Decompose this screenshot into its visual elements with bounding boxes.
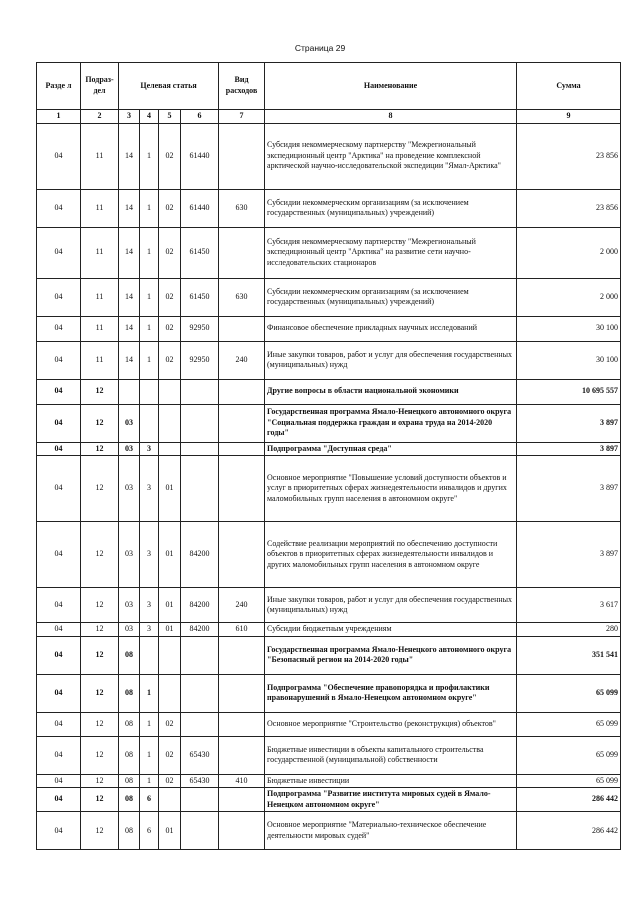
code-cell-4: 1 xyxy=(140,774,159,788)
code-cell-4 xyxy=(140,404,159,442)
code-cell-7 xyxy=(219,812,265,850)
code-cell-7 xyxy=(219,316,265,341)
sum-cell: 10 695 557 xyxy=(517,379,621,404)
code-cell-1: 04 xyxy=(37,341,81,379)
column-number: 6 xyxy=(181,110,219,124)
code-cell-3: 03 xyxy=(119,404,140,442)
code-cell-3: 03 xyxy=(119,623,140,637)
code-cell-4: 1 xyxy=(140,278,159,316)
code-cell-3: 08 xyxy=(119,736,140,774)
code-cell-3: 14 xyxy=(119,316,140,341)
code-cell-6 xyxy=(181,404,219,442)
code-cell-5 xyxy=(159,788,181,812)
sum-cell: 3 897 xyxy=(517,442,621,456)
code-cell-1: 04 xyxy=(37,636,81,674)
code-cell-1: 04 xyxy=(37,316,81,341)
sum-cell: 2 000 xyxy=(517,278,621,316)
table-row xyxy=(37,636,621,674)
code-cell-7 xyxy=(219,227,265,278)
code-cell-7 xyxy=(219,674,265,712)
code-cell-2: 11 xyxy=(81,189,119,227)
sum-cell: 3 897 xyxy=(517,404,621,442)
code-cell-3: 03 xyxy=(119,522,140,588)
code-cell-5: 02 xyxy=(159,736,181,774)
name-cell: Субсидии некоммерческим организациям (за исключением государственных (муниципальных) учреждений) xyxy=(265,278,517,316)
code-cell-7 xyxy=(219,712,265,736)
table-row xyxy=(37,736,621,774)
code-cell-1: 04 xyxy=(37,712,81,736)
code-cell-3: 03 xyxy=(119,456,140,522)
name-cell: Финансовое обеспечение прикладных научных исследований xyxy=(265,316,517,341)
table-header-row xyxy=(37,63,621,110)
name-cell: Иные закупки товаров, работ и услуг для обеспечения государственных (муниципальных) нужд xyxy=(265,341,517,379)
table-row xyxy=(37,278,621,316)
code-cell-3: 08 xyxy=(119,636,140,674)
header-razdel: Разде л xyxy=(37,63,81,110)
table-row xyxy=(37,712,621,736)
code-cell-5: 02 xyxy=(159,316,181,341)
code-cell-4: 1 xyxy=(140,341,159,379)
table-row xyxy=(37,623,621,637)
code-cell-1: 04 xyxy=(37,736,81,774)
code-cell-6: 84200 xyxy=(181,588,219,623)
code-cell-1: 04 xyxy=(37,189,81,227)
code-cell-7 xyxy=(219,404,265,442)
table-row xyxy=(37,588,621,623)
table-row xyxy=(37,341,621,379)
code-cell-6: 92950 xyxy=(181,316,219,341)
code-cell-4 xyxy=(140,379,159,404)
code-cell-7 xyxy=(219,736,265,774)
code-cell-5: 01 xyxy=(159,812,181,850)
code-cell-3 xyxy=(119,379,140,404)
code-cell-1: 04 xyxy=(37,788,81,812)
sum-cell: 3 617 xyxy=(517,588,621,623)
code-cell-3: 08 xyxy=(119,712,140,736)
table-row xyxy=(37,316,621,341)
name-cell: Государственная программа Ямало-Ненецкого автономного округа "Безопасный регион на 2014-2020 годы" xyxy=(265,636,517,674)
sum-cell: 286 442 xyxy=(517,812,621,850)
code-cell-5: 02 xyxy=(159,774,181,788)
table-row xyxy=(37,379,621,404)
code-cell-6 xyxy=(181,712,219,736)
code-cell-6: 61440 xyxy=(181,189,219,227)
code-cell-3: 08 xyxy=(119,674,140,712)
code-cell-2: 12 xyxy=(81,712,119,736)
column-number: 4 xyxy=(140,110,159,124)
code-cell-3: 03 xyxy=(119,442,140,456)
sum-cell: 65 099 xyxy=(517,736,621,774)
code-cell-5 xyxy=(159,636,181,674)
header-podrazdel: Подраз- дел xyxy=(81,63,119,110)
column-number: 3 xyxy=(119,110,140,124)
code-cell-2: 12 xyxy=(81,588,119,623)
table-row xyxy=(37,774,621,788)
code-cell-3: 14 xyxy=(119,278,140,316)
code-cell-7: 240 xyxy=(219,341,265,379)
code-cell-3: 08 xyxy=(119,774,140,788)
code-cell-3: 08 xyxy=(119,812,140,850)
sum-cell: 65 099 xyxy=(517,712,621,736)
column-number: 5 xyxy=(159,110,181,124)
table-row xyxy=(37,456,621,522)
code-cell-5: 01 xyxy=(159,456,181,522)
code-cell-4: 3 xyxy=(140,588,159,623)
table-row xyxy=(37,227,621,278)
column-number: 8 xyxy=(265,110,517,124)
sum-cell: 23 856 xyxy=(517,123,621,189)
code-cell-4: 1 xyxy=(140,736,159,774)
sum-cell: 2 000 xyxy=(517,227,621,278)
code-cell-4: 1 xyxy=(140,712,159,736)
name-cell: Содействие реализации мероприятий по обеспечению доступности объектов в приоритетных сферах жизнедеятельности инвалидов и других маломобильных групп населения в автономном округе xyxy=(265,522,517,588)
code-cell-5: 02 xyxy=(159,189,181,227)
name-cell: Подпрограмма "Развитие института мировых судей в Ямало-Ненецком автономном округе" xyxy=(265,788,517,812)
code-cell-6: 65430 xyxy=(181,736,219,774)
code-cell-3: 14 xyxy=(119,227,140,278)
table-row xyxy=(37,442,621,456)
code-cell-1: 04 xyxy=(37,227,81,278)
header-naimenovanie: Наименование xyxy=(265,63,517,110)
code-cell-5: 01 xyxy=(159,522,181,588)
sum-cell: 23 856 xyxy=(517,189,621,227)
table-row xyxy=(37,674,621,712)
budget-table xyxy=(36,62,621,850)
name-cell: Субсидия некоммерческому партнерству "Межрегиональный экспедиционный центр "Арктика" на развитие сети научно-исследовательских стационаров xyxy=(265,227,517,278)
code-cell-4: 6 xyxy=(140,788,159,812)
header-summa: Сумма xyxy=(517,63,621,110)
table-row xyxy=(37,522,621,588)
sum-cell: 286 442 xyxy=(517,788,621,812)
code-cell-6: 84200 xyxy=(181,522,219,588)
code-cell-7: 240 xyxy=(219,588,265,623)
name-cell: Бюджетные инвестиции xyxy=(265,774,517,788)
code-cell-3: 14 xyxy=(119,189,140,227)
code-cell-2: 11 xyxy=(81,316,119,341)
code-cell-4: 3 xyxy=(140,623,159,637)
code-cell-6 xyxy=(181,812,219,850)
code-cell-4: 3 xyxy=(140,456,159,522)
code-cell-1: 04 xyxy=(37,588,81,623)
code-cell-5: 02 xyxy=(159,278,181,316)
code-cell-4 xyxy=(140,636,159,674)
sum-cell: 30 100 xyxy=(517,316,621,341)
code-cell-1: 04 xyxy=(37,623,81,637)
code-cell-3: 03 xyxy=(119,588,140,623)
code-cell-4: 3 xyxy=(140,522,159,588)
code-cell-4: 6 xyxy=(140,812,159,850)
sum-cell: 351 541 xyxy=(517,636,621,674)
code-cell-4: 3 xyxy=(140,442,159,456)
name-cell: Подпрограмма "Доступная среда" xyxy=(265,442,517,456)
code-cell-5: 02 xyxy=(159,712,181,736)
code-cell-2: 11 xyxy=(81,278,119,316)
code-cell-1: 04 xyxy=(37,674,81,712)
name-cell: Бюджетные инвестиции в объекты капитального строительства государственной (муниципальной) собственности xyxy=(265,736,517,774)
code-cell-2: 12 xyxy=(81,379,119,404)
column-number: 7 xyxy=(219,110,265,124)
code-cell-7 xyxy=(219,442,265,456)
name-cell: Иные закупки товаров, работ и услуг для обеспечения государственных (муниципальных) нужд xyxy=(265,588,517,623)
code-cell-4: 1 xyxy=(140,227,159,278)
code-cell-2: 12 xyxy=(81,812,119,850)
code-cell-7 xyxy=(219,456,265,522)
code-cell-3: 08 xyxy=(119,788,140,812)
code-cell-5 xyxy=(159,674,181,712)
name-cell: Субсидия некоммерческому партнерству "Межрегиональный экспедиционный центр "Арктика" на проведение комплексной арктической научно-исследовательской экспедиции "Ямал-Арктика" xyxy=(265,123,517,189)
code-cell-4: 1 xyxy=(140,674,159,712)
code-cell-4: 1 xyxy=(140,189,159,227)
name-cell: Основное мероприятие "Материально-техническое обеспечение деятельности мировых судей" xyxy=(265,812,517,850)
code-cell-2: 12 xyxy=(81,736,119,774)
code-cell-2: 11 xyxy=(81,123,119,189)
code-cell-2: 12 xyxy=(81,788,119,812)
code-cell-5: 02 xyxy=(159,341,181,379)
code-cell-2: 11 xyxy=(81,227,119,278)
code-cell-6 xyxy=(181,788,219,812)
code-cell-5: 01 xyxy=(159,588,181,623)
code-cell-2: 12 xyxy=(81,404,119,442)
code-cell-6: 61440 xyxy=(181,123,219,189)
column-number-row xyxy=(37,110,621,124)
code-cell-6: 61450 xyxy=(181,278,219,316)
code-cell-5 xyxy=(159,404,181,442)
header-vid-rashodov: Вид расходов xyxy=(219,63,265,110)
code-cell-1: 04 xyxy=(37,123,81,189)
column-number: 2 xyxy=(81,110,119,124)
name-cell: Государственная программа Ямало-Ненецкого автономного округа "Социальная поддержка граждан и охрана труда на 2014-2020 годы" xyxy=(265,404,517,442)
code-cell-7 xyxy=(219,636,265,674)
code-cell-2: 11 xyxy=(81,341,119,379)
code-cell-5: 02 xyxy=(159,123,181,189)
code-cell-1: 04 xyxy=(37,812,81,850)
code-cell-1: 04 xyxy=(37,522,81,588)
code-cell-5: 02 xyxy=(159,227,181,278)
code-cell-6 xyxy=(181,379,219,404)
code-cell-6: 65430 xyxy=(181,774,219,788)
table-body xyxy=(37,123,621,850)
table-row xyxy=(37,189,621,227)
sum-cell: 280 xyxy=(517,623,621,637)
code-cell-5: 01 xyxy=(159,623,181,637)
code-cell-2: 12 xyxy=(81,774,119,788)
code-cell-2: 12 xyxy=(81,636,119,674)
code-cell-6 xyxy=(181,674,219,712)
code-cell-7 xyxy=(219,788,265,812)
code-cell-2: 12 xyxy=(81,674,119,712)
header-celevaya-statya: Целевая статья xyxy=(119,63,219,110)
code-cell-7 xyxy=(219,522,265,588)
name-cell: Основное мероприятие "Строительство (реконструкция) объектов" xyxy=(265,712,517,736)
code-cell-5 xyxy=(159,379,181,404)
code-cell-2: 12 xyxy=(81,442,119,456)
code-cell-2: 12 xyxy=(81,456,119,522)
code-cell-6 xyxy=(181,636,219,674)
code-cell-6 xyxy=(181,456,219,522)
code-cell-7: 610 xyxy=(219,623,265,637)
code-cell-7 xyxy=(219,123,265,189)
name-cell: Субсидии некоммерческим организациям (за исключением государственных (муниципальных) учреждений) xyxy=(265,189,517,227)
code-cell-1: 04 xyxy=(37,774,81,788)
page-title: Страница 29 xyxy=(294,43,346,53)
name-cell: Подпрограмма "Обеспечение правопорядка и профилактики правонарушений в Ямало-Ненецком автономном округе" xyxy=(265,674,517,712)
sum-cell: 65 099 xyxy=(517,674,621,712)
code-cell-7: 630 xyxy=(219,278,265,316)
code-cell-4: 1 xyxy=(140,316,159,341)
column-number: 1 xyxy=(37,110,81,124)
sum-cell: 65 099 xyxy=(517,774,621,788)
code-cell-6: 61450 xyxy=(181,227,219,278)
name-cell: Другие вопросы в области национальной экономики xyxy=(265,379,517,404)
code-cell-6: 84200 xyxy=(181,623,219,637)
code-cell-3: 14 xyxy=(119,341,140,379)
name-cell: Основное мероприятие "Повышение условий доступности объектов и услуг в приоритетных сферах жизнедеятельности инвалидов и других маломобильных групп населения в автономном округе" xyxy=(265,456,517,522)
sum-cell: 30 100 xyxy=(517,341,621,379)
sum-cell: 3 897 xyxy=(517,522,621,588)
code-cell-2: 12 xyxy=(81,522,119,588)
code-cell-6: 92950 xyxy=(181,341,219,379)
code-cell-5 xyxy=(159,442,181,456)
code-cell-7: 410 xyxy=(219,774,265,788)
code-cell-6 xyxy=(181,442,219,456)
code-cell-1: 04 xyxy=(37,456,81,522)
code-cell-1: 04 xyxy=(37,404,81,442)
table-row xyxy=(37,788,621,812)
name-cell: Субсидии бюджетным учреждениям xyxy=(265,623,517,637)
table-row xyxy=(37,123,621,189)
code-cell-7 xyxy=(219,379,265,404)
sum-cell: 3 897 xyxy=(517,456,621,522)
code-cell-1: 04 xyxy=(37,442,81,456)
code-cell-2: 12 xyxy=(81,623,119,637)
code-cell-1: 04 xyxy=(37,379,81,404)
code-cell-7: 630 xyxy=(219,189,265,227)
code-cell-3: 14 xyxy=(119,123,140,189)
table-row xyxy=(37,404,621,442)
column-number: 9 xyxy=(517,110,621,124)
table-row xyxy=(37,812,621,850)
code-cell-4: 1 xyxy=(140,123,159,189)
code-cell-1: 04 xyxy=(37,278,81,316)
